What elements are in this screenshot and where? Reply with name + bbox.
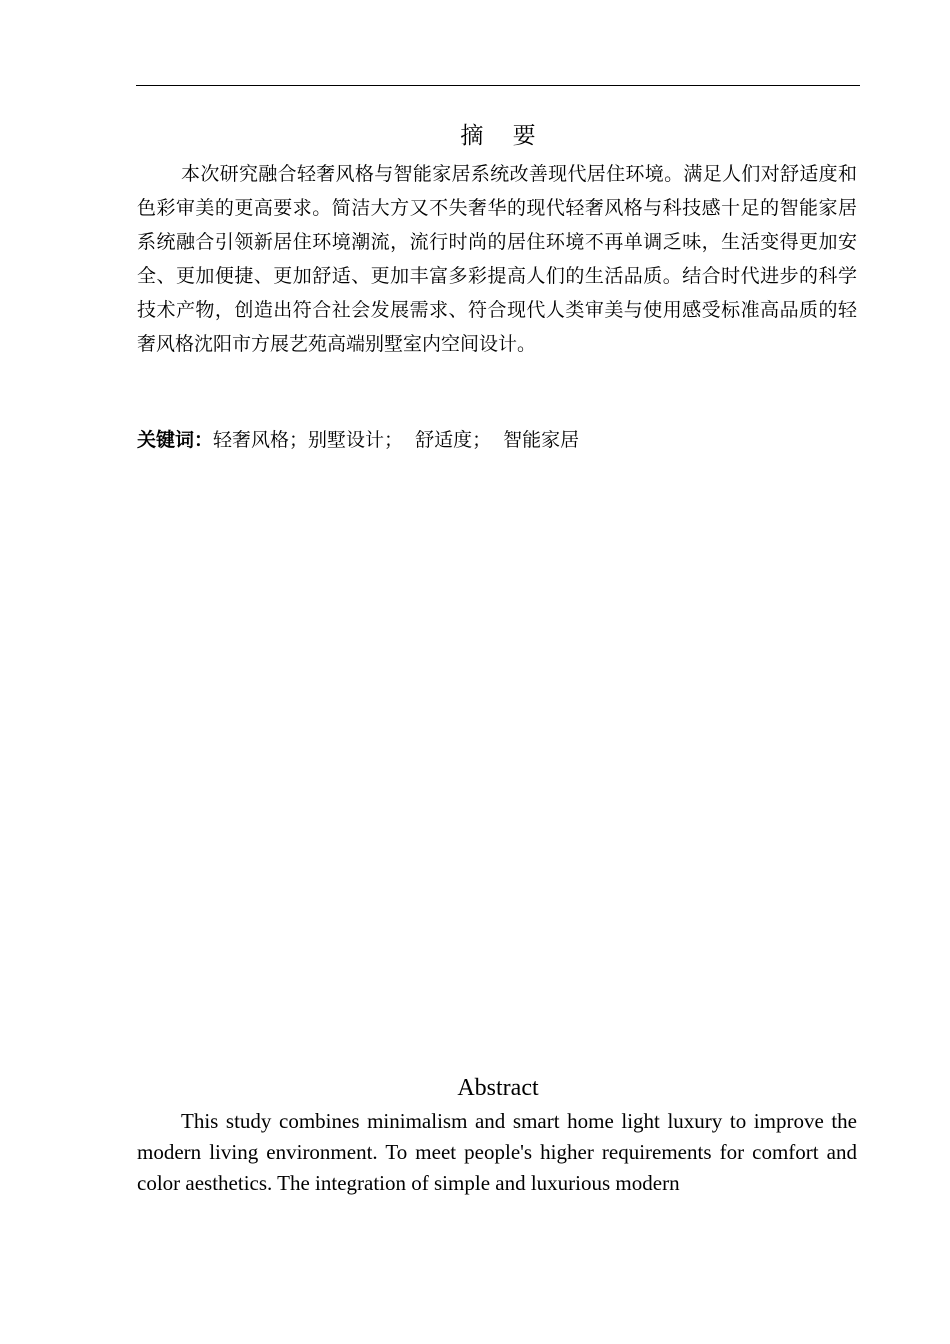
english-abstract-title: Abstract <box>457 1075 539 1101</box>
english-abstract-body: This study combines minimalism and smart home light luxury to improve the modern living environment. To meet people's higher requirements for comfort and color aesthetics. The integration of simple and luxurious modern <box>137 1109 857 1195</box>
keywords-line <box>137 423 857 457</box>
keywords-list: 轻奢风格；别墅设计； 舒适度； 智能家居 <box>213 429 580 451</box>
header-rule <box>136 85 860 86</box>
chinese-abstract-body: 本次研究融合轻奢风格与智能家居系统改善现代居住环境。满足人们对舒适度和色彩审美的更高要求。简洁大方又不失奢华的现代轻奢风格与科技感十足的智能家居系统融合引领新居住环境潮流，流行时尚的居住环境不再单调乏味，生活变得更加安全、更加便捷、更加舒适、更加丰富多彩提高人们的生活品质。结合时代进步的科学技术产物，创造出符合社会发展需求、符合现代人类审美与使用感受标准高品质的轻奢风格沈阳市方展艺苑高端别墅室内空间设计。 <box>137 163 857 355</box>
chinese-abstract-title: 摘 要 <box>460 123 536 149</box>
keywords-label: 关键词： <box>137 429 214 451</box>
